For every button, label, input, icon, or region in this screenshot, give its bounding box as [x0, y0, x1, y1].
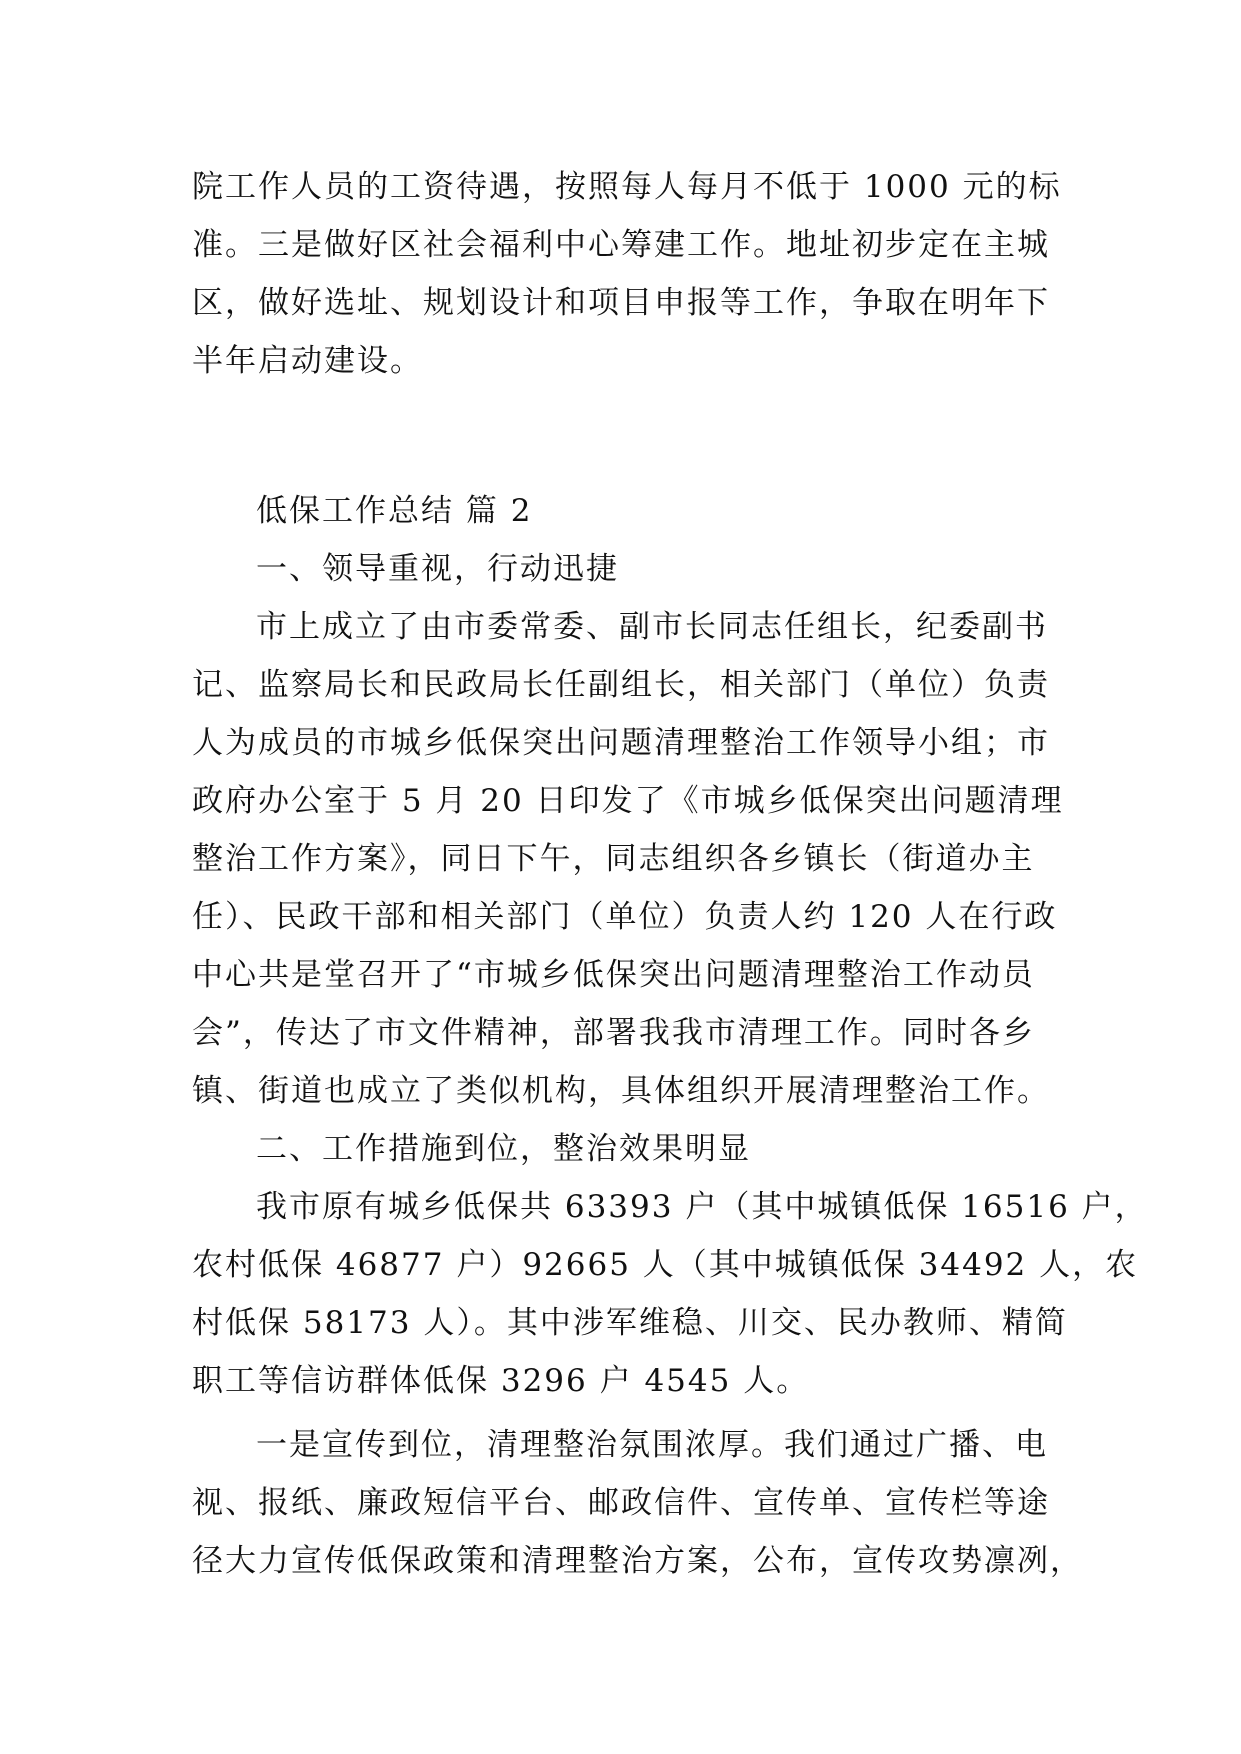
paragraph-line: 区，做好选址、规划设计和项目申报等工作，争取在明年下 — [192, 285, 1050, 321]
section-heading-2: 二、工作措施到位，整治效果明显 — [256, 1131, 751, 1167]
paragraph-line: 镇、街道也成立了类似机构，具体组织开展清理整治工作。 — [192, 1073, 1050, 1109]
section2-paragraph-2 — [192, 1416, 1083, 1590]
paragraph-line: 中心共是堂召开了“市城乡低保突出问题清理整治工作动员 — [192, 957, 1035, 993]
paragraph-line: 村低保 58173 人）。其中涉军维稳、川交、民办教师、精简 — [192, 1305, 1068, 1341]
paragraph-line: 任）、民政干部和相关部门（单位）负责人约 120 人在行政 — [192, 899, 1058, 935]
paragraph-line: 我市原有城乡低保共 63393 户（其中城镇低保 16516 户， — [256, 1189, 1148, 1225]
paragraph-line: 准。三是做好区社会福利中心筹建工作。地址初步定在主城 — [192, 227, 1050, 263]
document-body — [192, 158, 1148, 1590]
spacer — [192, 390, 1052, 482]
section2-paragraph-1 — [192, 1178, 1148, 1410]
paragraph-line: 一是宣传到位，清理整治氛围浓厚。我们通过广播、电 — [256, 1427, 1048, 1463]
paragraph-line: 市上成立了由市委常委、副市长同志任组长，纪委副书 — [256, 609, 1048, 645]
continuation-paragraph — [192, 158, 1062, 390]
paragraph-line: 政府办公室于 5 月 20 日印发了《市城乡低保突出问题清理 — [192, 783, 1064, 819]
paragraph-line: 径大力宣传低保政策和清理整治方案，公布，宣传攻势凛冽， — [192, 1543, 1083, 1579]
article-title: 低保工作总结 篇 2 — [256, 493, 533, 529]
paragraph-line: 农村低保 46877 户）92665 人（其中城镇低保 34492 人，农 — [192, 1247, 1139, 1283]
paragraph-line: 半年启动建设。 — [192, 343, 423, 379]
paragraph-line: 记、监察局长和民政局长任副组长，相关部门（单位）负责 — [192, 667, 1050, 703]
paragraph-line: 视、报纸、廉政短信平台、邮政信件、宣传单、宣传栏等途 — [192, 1485, 1050, 1521]
paragraph-line: 整治工作方案》，同日下午，同志组织各乡镇长（街道办主 — [192, 841, 1035, 877]
paragraph-line: 院工作人员的工资待遇，按照每人每月不低于 1000 元的标 — [192, 169, 1062, 205]
section-heading-1: 一、领导重视，行动迅捷 — [256, 551, 619, 587]
paragraph-line: 人为成员的市城乡低保突出问题清理整治工作领导小组；市 — [192, 725, 1050, 761]
paragraph-line: 会”，传达了市文件精神，部署我我市清理工作。同时各乡 — [192, 1015, 1035, 1051]
paragraph-line: 职工等信访群体低保 3296 户 4545 人。 — [192, 1363, 810, 1399]
section1-paragraph — [192, 598, 1064, 1120]
